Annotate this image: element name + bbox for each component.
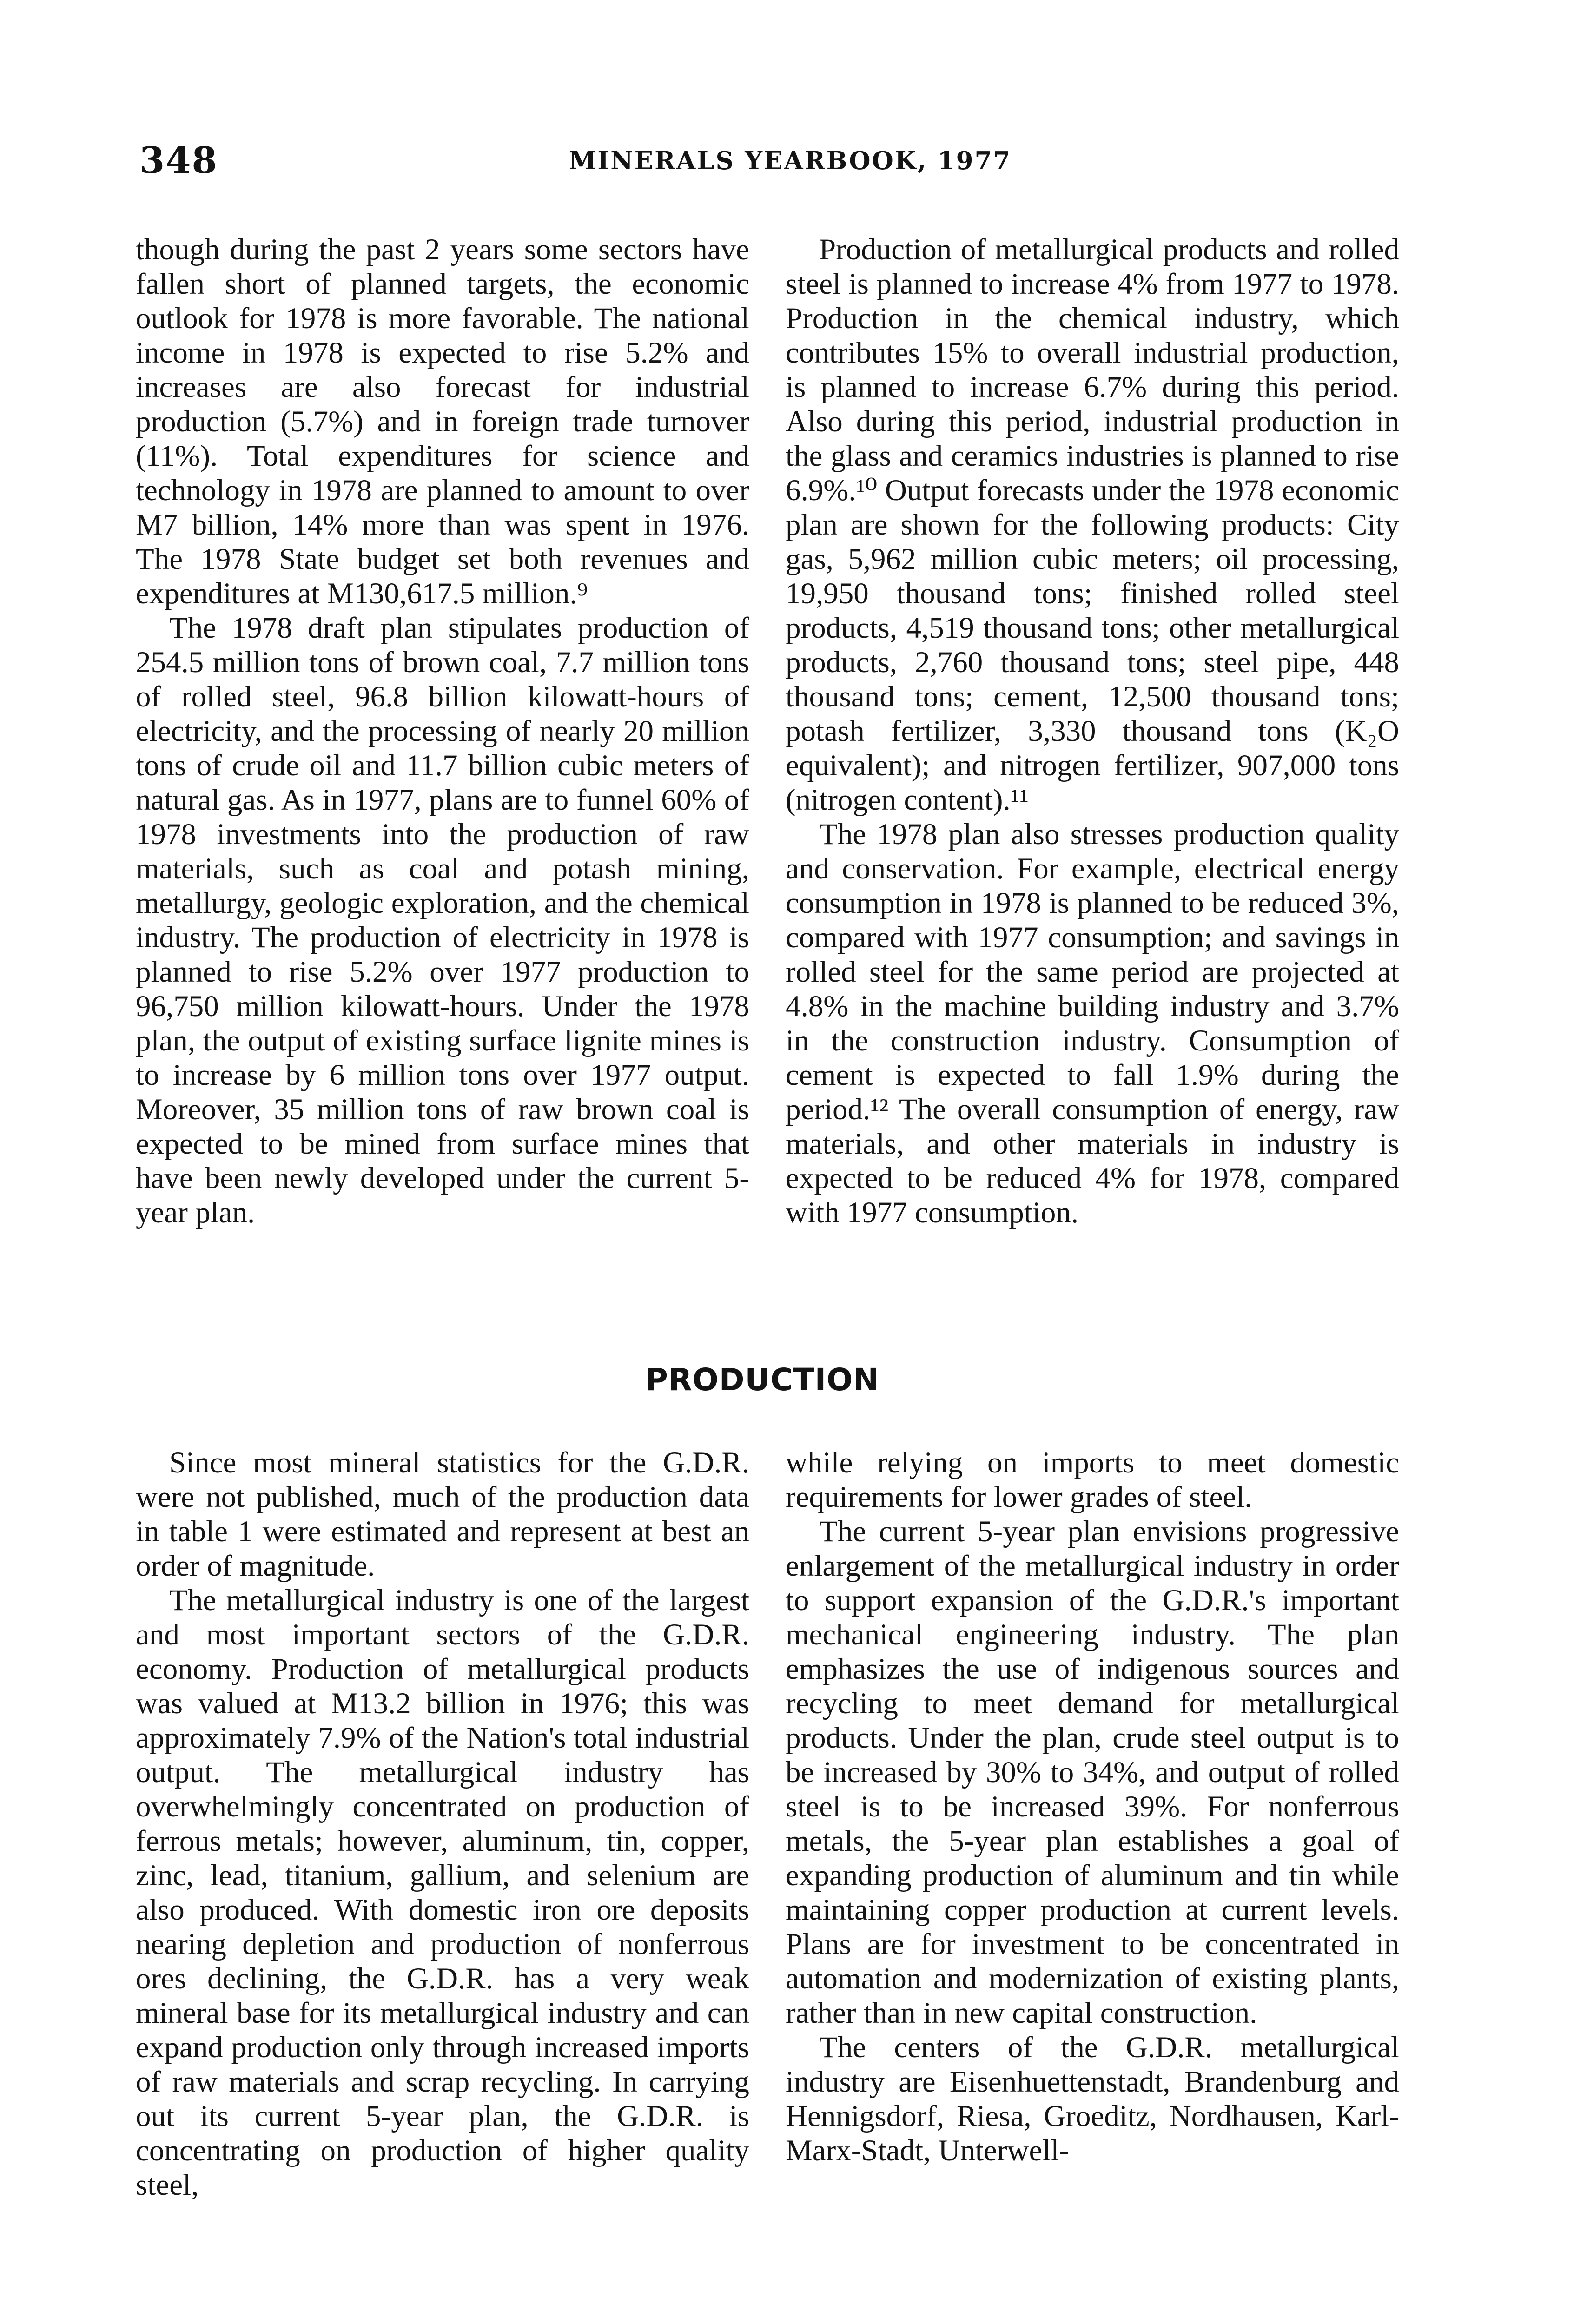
- paragraph: though during the past 2 years some sectors have fallen short of planned targets, the economic outlook for 1978 is more favorable. The national income in 1978 is expected to rise 5.2% and increases are also forecast for industrial production (5.7%) and in foreign trade turnover (11%). Total expenditures for science and technology in 1978 are planned to amount to over M7 billion, 14% more than was spent in 1976. The 1978 State budget set both revenues and expenditures at M130,617.5 million.⁹: [136, 233, 749, 610]
- section-heading: PRODUCTION: [645, 1362, 879, 1398]
- column-top-right: [786, 232, 1399, 1230]
- column-bottom-right: [786, 1446, 1399, 2168]
- paragraph: The 1978 draft plan stipulates production of 254.5 million tons of brown coal, 7.7 million tons of rolled steel, 96.8 billion kilowatt-hours of electricity, and the processing of nearly 20 million tons of crude oil and 11.7 billion cubic meters of natural gas. As in 1977, plans are to funnel 60% of 1978 investments into the production of raw materials, such as coal and potash mining, metallurgy, geologic exploration, and the chemical industry. The production of electricity in 1978 is planned to rise 5.2% over 1977 production to 96,750 million kilowatt-hours. Under the 1978 plan, the output of existing surface lignite mines is to increase by 6 million tons over 1977 output. Moreover, 35 million tons of raw brown coal is expected to be mined from surface mines that have been newly developed under the current 5-year plan.: [136, 611, 749, 1229]
- column-bottom-left: [136, 1446, 749, 2202]
- page-number: 348: [139, 139, 218, 182]
- paragraph: The metallurgical industry is one of the largest and most important sectors of the G.D.R. economy. Production of metallurgical products was valued at M13.2 billion in 1976; this was approximately 7.9% of the Nation's total industrial output. The metallurgical industry has overwhelmingly concentrated on production of ferrous metals; however, aluminum, tin, copper, zinc, lead, titanium, gallium, and selenium are also produced. With domestic iron ore deposits nearing depletion and production of nonferrous ores declining, the G.D.R. has a very weak mineral base for its metallurgical industry and can expand production only through increased imports of raw materials and scrap recycling. In carrying out its current 5-year plan, the G.D.R. is concentrating on production of higher quality steel,: [136, 1584, 749, 2202]
- running-head: MINERALS YEARBOOK, 1977: [569, 146, 1012, 175]
- paragraph: The 1978 plan also stresses production quality and conservation. For example, electrical energy consumption in 1978 is planned to be reduced 3%, compared with 1977 consumption; and savings in rolled steel for the same period are projected at 4.8% in the machine building industry and 3.7% in the construction industry. Consumption of cement is expected to fall 1.9% during the period.¹² The overall consumption of energy, raw materials, and other materials in industry is expected to be reduced 4% for 1978, compared with 1977 consumption.: [786, 818, 1399, 1229]
- paragraph: The current 5-year plan envisions progressive enlargement of the metallurgical industry in order to support expansion of the G.D.R.'s important mechanical engineering industry. The plan emphasizes the use of indigenous sources and recycling to meet demand for metallurgical products. Under the plan, crude steel output is to be increased by 30% to 34%, and output of rolled steel is to be increased 39%. For nonferrous metals, the 5-year plan establishes a goal of expanding production of aluminum and tin while maintaining copper production at current levels. Plans are for investment to be concentrated in automation and modernization of existing plants, rather than in new capital construction.: [786, 1515, 1399, 2030]
- paragraph: Since most mineral statistics for the G.D.R. were not published, much of the production data in table 1 were estimated and represent at best an order of magnitude.: [136, 1446, 749, 1583]
- paragraph: while relying on imports to meet domestic requirements for lower grades of steel.: [786, 1446, 1399, 1514]
- column-top-left: [136, 232, 749, 1230]
- paragraph: Production of metallurgical products and rolled steel is planned to increase 4% from 1977 to 1978. Production in the chemical industry, which contributes 15% to overall industrial production, is planned to increase 6.7% during this period. Also during this period, industrial production in the glass and ceramics industries is planned to rise 6.9%.¹⁰ Output forecasts under the 1978 economic plan are shown for the following products: City gas, 5,962 million cubic meters; oil processing, 19,950 thousand tons; finished rolled steel products, 4,519 thousand tons; other metallurgical products, 2,760 thousand tons; steel pipe, 448 thousand tons; cement, 12,500 thousand tons; potash fertilizer, 3,330 thousand tons (K₂O equivalent); and nitrogen fertilizer, 907,000 tons (nitrogen content).¹¹: [786, 233, 1399, 817]
- paragraph: The centers of the G.D.R. metallurgical industry are Eisenhuettenstadt, Brandenburg and Hennigsdorf, Riesa, Groeditz, Nordhausen, Karl-Marx-Stadt, Unterwell-: [786, 2031, 1399, 2167]
